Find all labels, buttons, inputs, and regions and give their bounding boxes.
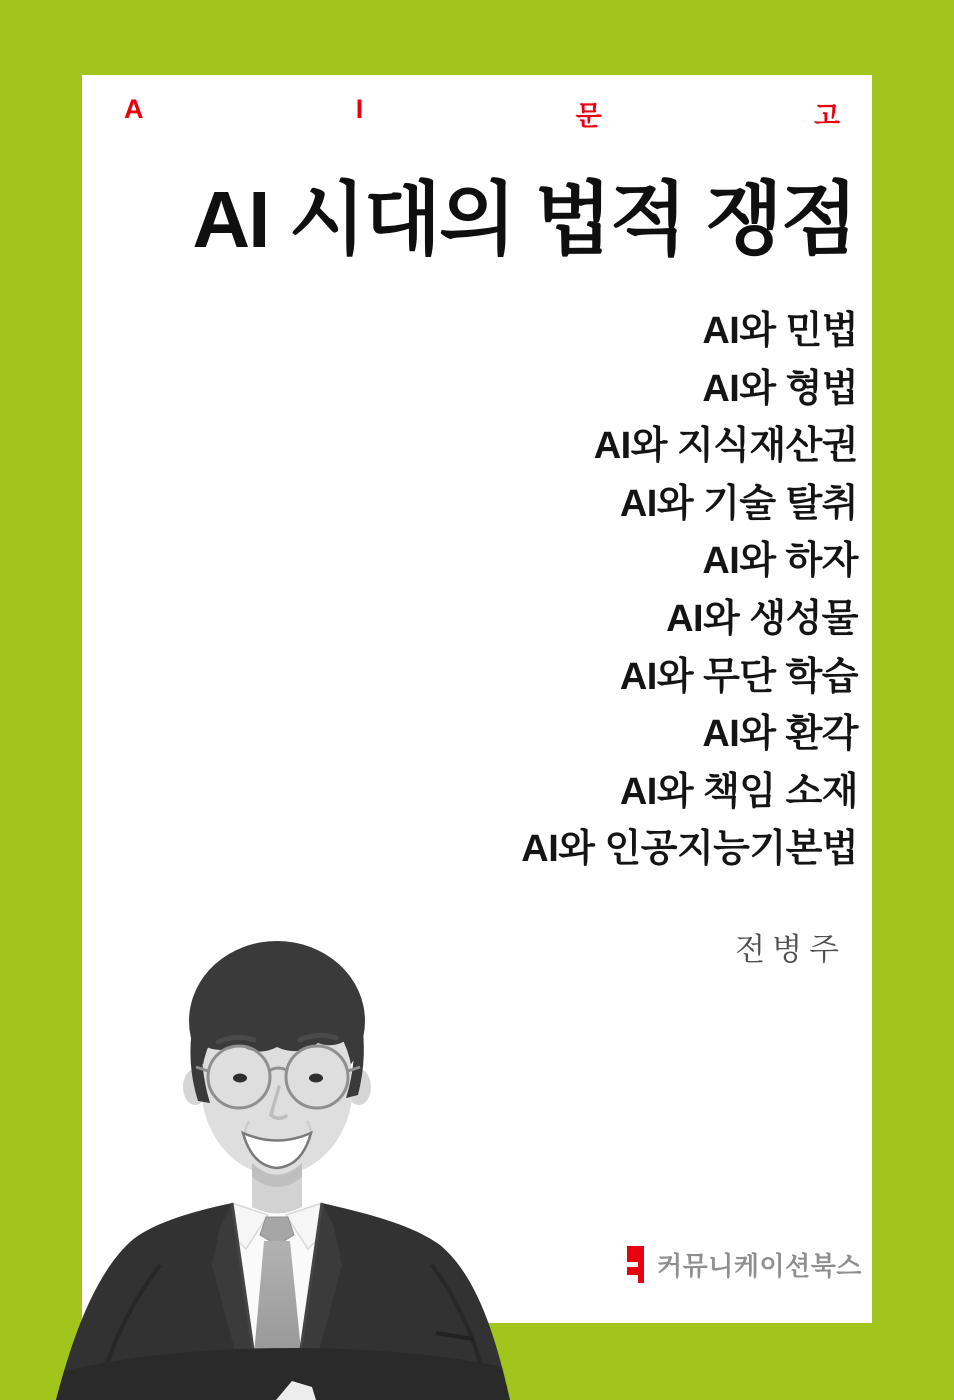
topic-item: AI와 생성물 bbox=[666, 597, 858, 640]
book-title: AI 시대의 법적 쟁점 bbox=[192, 175, 856, 264]
series-letter: 문 bbox=[575, 101, 602, 131]
topic-item: AI와 인공지능기본법 bbox=[521, 828, 858, 871]
publisher-kiyok-mark-icon bbox=[627, 1246, 644, 1283]
author-portrait bbox=[40, 935, 560, 1400]
topic-item: AI와 민법 bbox=[702, 310, 858, 352]
topic-item: AI와 형법 bbox=[702, 367, 858, 410]
series-label bbox=[124, 94, 840, 133]
topic-item: AI와 무단 학습 bbox=[619, 655, 858, 698]
topic-list bbox=[521, 303, 858, 879]
series-letter: I bbox=[355, 94, 364, 124]
topic-item: AI와 지식재산권 bbox=[593, 425, 858, 468]
topic-item: AI와 하자 bbox=[702, 540, 858, 583]
author-name: 전병주 bbox=[735, 932, 846, 967]
publisher-name: 커뮤니케이션북스 bbox=[657, 1251, 862, 1281]
series-letter: A bbox=[124, 94, 144, 124]
series-letter: 고 bbox=[813, 101, 840, 131]
topic-item: AI와 환각 bbox=[702, 713, 858, 756]
topic-item: AI와 책임 소재 bbox=[619, 770, 858, 813]
topic-item: AI와 기술 탈취 bbox=[619, 482, 858, 525]
publisher-logo bbox=[627, 1246, 862, 1283]
